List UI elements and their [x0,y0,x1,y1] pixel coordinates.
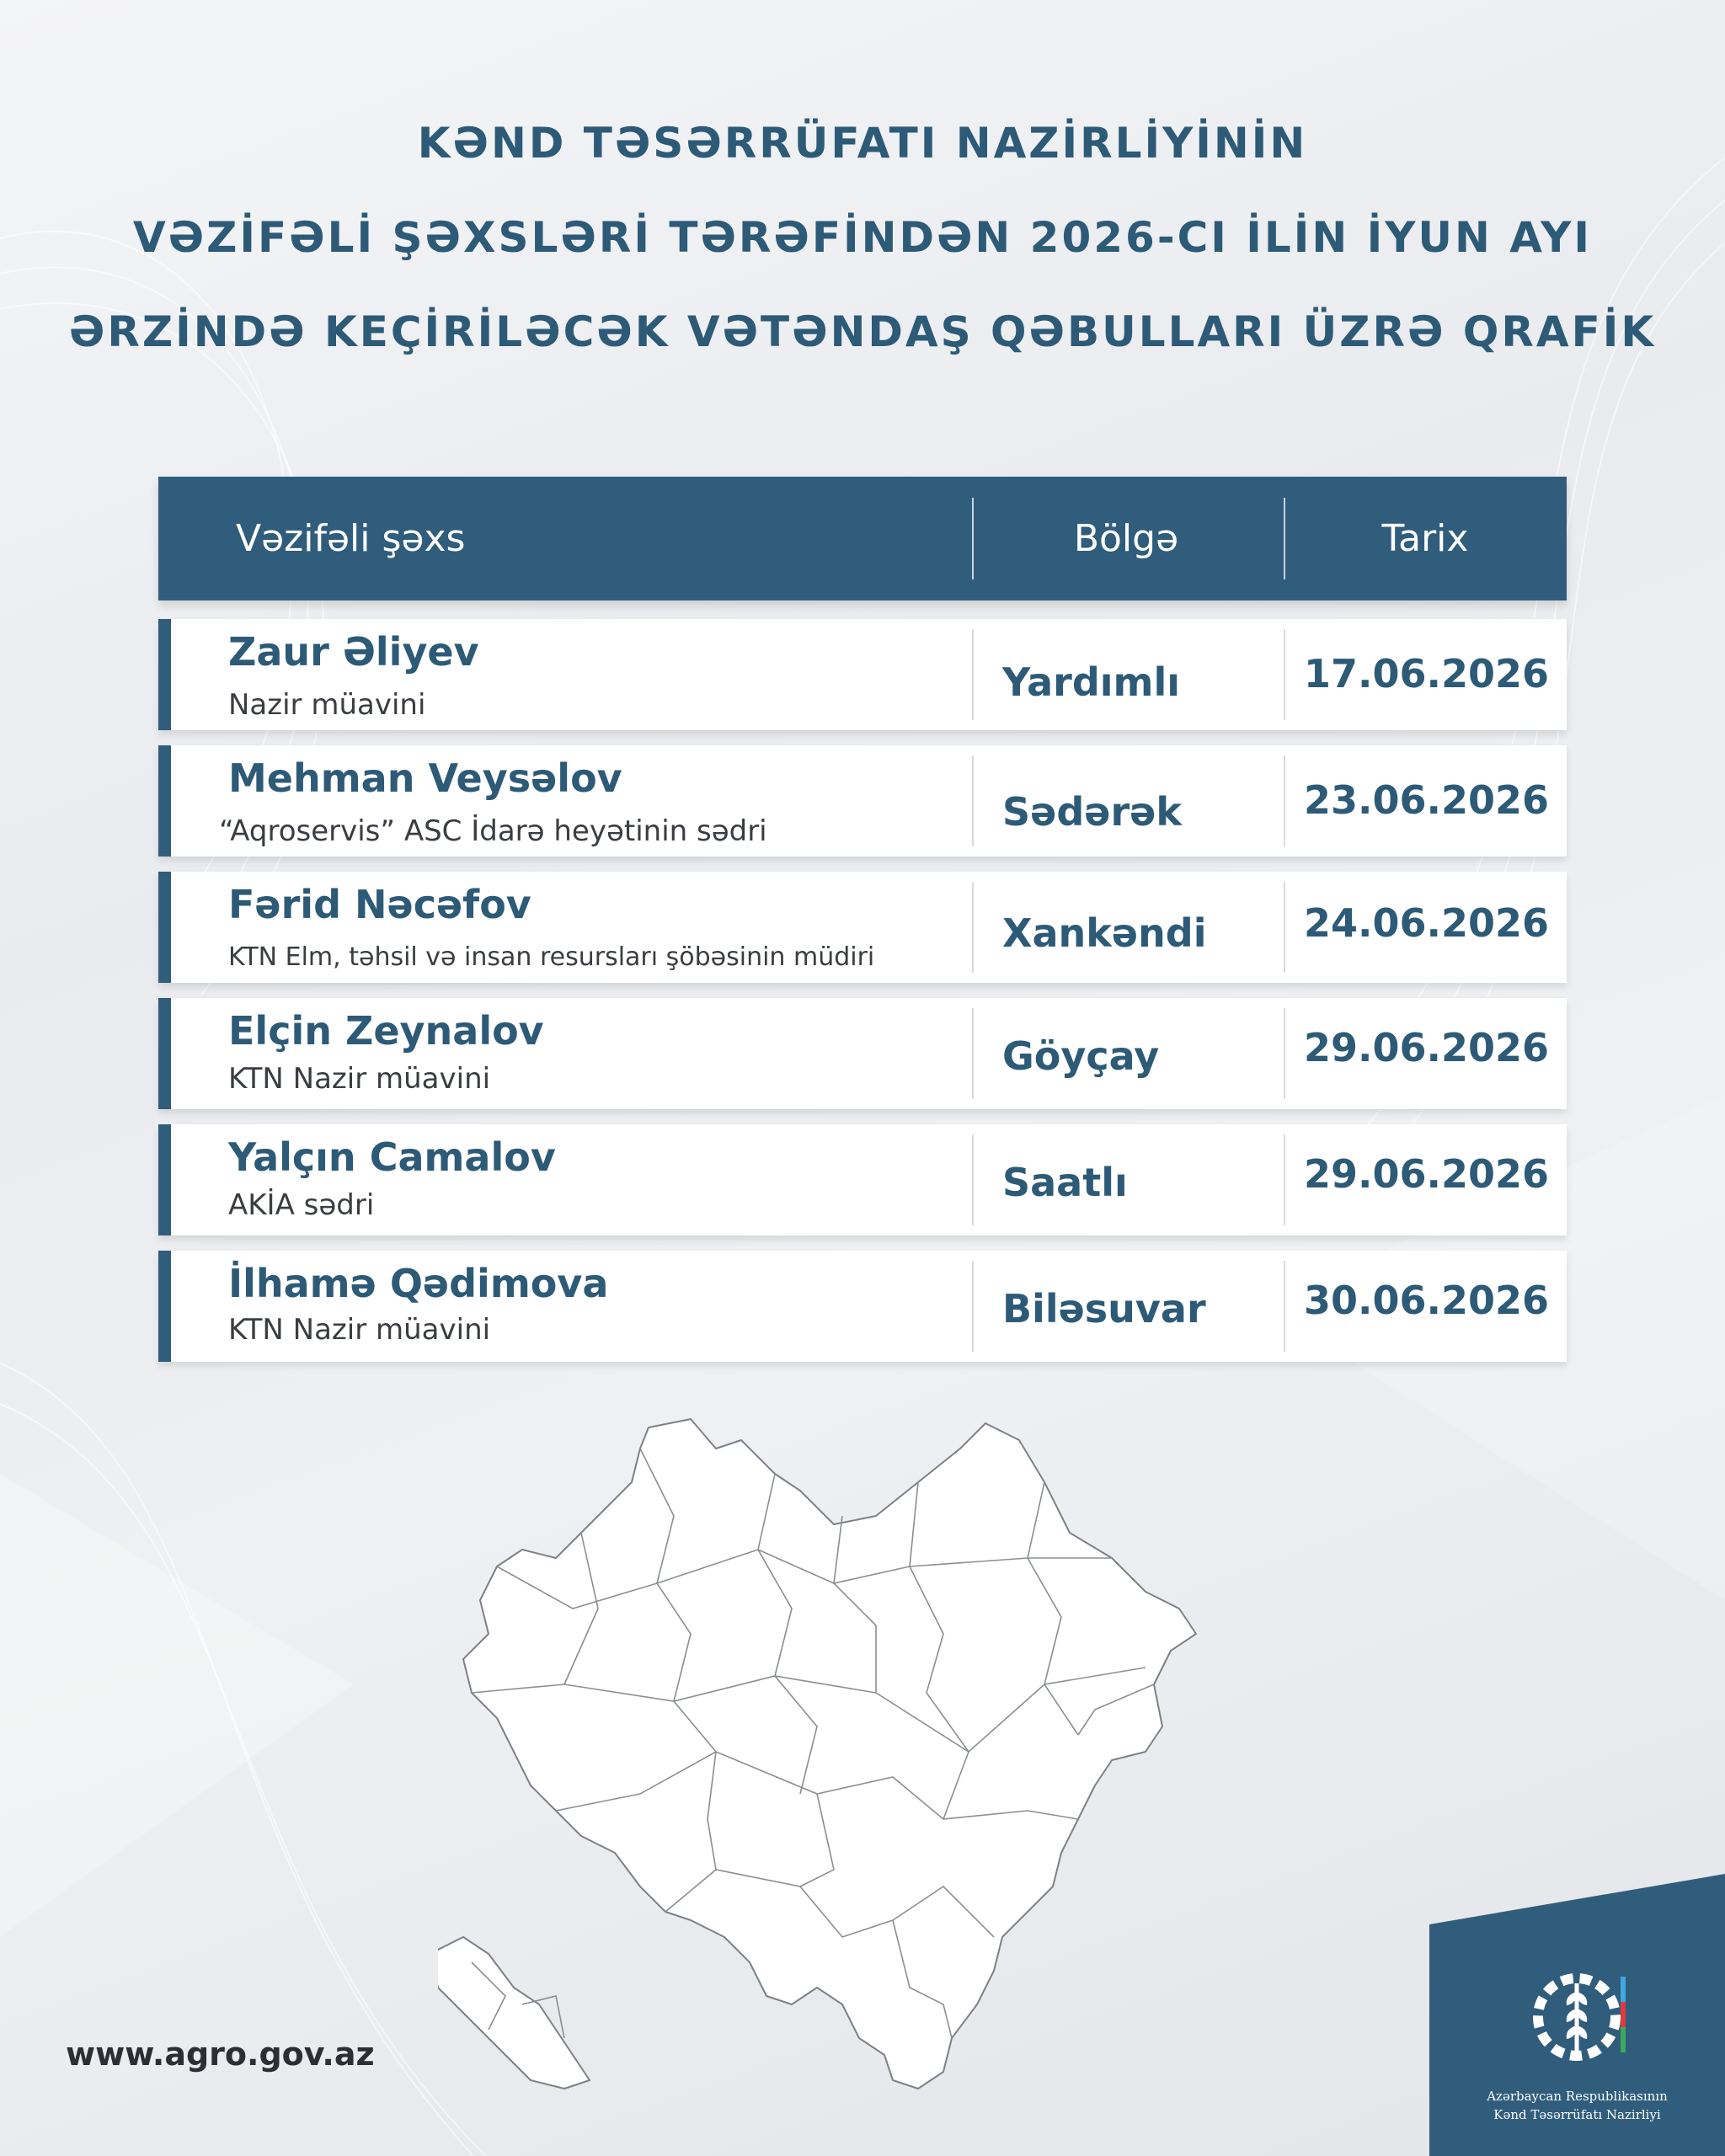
official-name: Yalçın Camalov [228,1134,556,1180]
official-name: Zaur Əliyev [228,629,479,675]
row-divider [972,882,974,973]
table-row [158,872,1567,983]
title-line-1: KƏND TƏSƏRRÜFATI NAZİRLİYİNİN [417,119,1308,168]
official-position: KTN Nazir müavini [228,1313,491,1347]
row-divider [1284,629,1285,720]
region: Göyçay [1002,1033,1160,1079]
official-position: AKİA sədri [228,1188,375,1222]
date: 23.06.2026 [1304,777,1550,823]
page-title [0,105,1725,388]
row-accent-bar [158,1251,171,1362]
region: Xankəndi [1002,910,1207,956]
row-divider [1284,1134,1285,1225]
table-header [158,477,1567,600]
date: 30.06.2026 [1304,1278,1550,1323]
logo-line-1: Azərbaycan Respublikasının [1487,2089,1668,2104]
official-position: KTN Elm, təhsil və insan resursları şöbəsinin müdiri [228,942,875,972]
official-name: Mehman Veysəlov [228,755,622,801]
row-divider [1284,1008,1285,1099]
region: Saatlı [1002,1160,1128,1205]
row-divider [972,629,974,720]
region: Yardımlı [1002,659,1180,705]
table-row [158,619,1567,730]
logo-line-2: Kənd Təsərrüfatı Nazirliyi [1493,2107,1661,2122]
row-accent-bar [158,872,171,983]
row-divider [1284,882,1285,973]
date: 17.06.2026 [1304,651,1550,696]
schedule-table [158,477,1567,1347]
row-divider [1284,1261,1285,1352]
official-name: Fərid Nəcəfov [228,882,531,927]
row-divider [972,755,974,846]
row-accent-bar [158,998,171,1109]
region: Sədərək [1002,789,1182,835]
header-official: Vəzifəli şəxs [236,517,466,560]
title-line-3: ƏRZİNDƏ KEÇİRİLƏCƏK VƏTƏNDAŞ QƏBULLARI ÜZRƏ QRAFİK [68,307,1657,356]
header-region: Bölgə [1073,517,1179,560]
row-accent-bar [158,1124,171,1235]
row-divider [972,1134,974,1225]
official-position: KTN Nazir müavini [228,1062,491,1096]
title-line-2: VƏZİFƏLİ ŞƏXSLƏRİ TƏRƏFİNDƏN 2026-CI İLİN İYUN AYI [132,213,1592,262]
official-name: Elçin Zeynalov [228,1008,544,1054]
logo-caption [1429,2087,1725,2124]
row-divider [1284,755,1285,846]
table-row [158,1251,1567,1362]
region: Biləsuvar [1002,1286,1206,1331]
row-accent-bar [158,619,171,730]
date: 29.06.2026 [1304,1151,1550,1197]
azerbaijan-map-icon [438,1415,1297,2105]
official-name: İlhamə Qədimova [228,1261,609,1306]
date: 24.06.2026 [1304,900,1550,946]
table-row [158,745,1567,857]
header-date: Tarix [1381,517,1469,560]
official-position: “Aqroservis” ASC İdarə heyətinin sədri [219,814,767,848]
date: 29.06.2026 [1304,1025,1550,1070]
row-divider [972,1261,974,1352]
website-link[interactable]: www.agro.gov.az [66,2036,375,2073]
row-divider [972,1008,974,1099]
row-accent-bar [158,745,171,857]
table-row [158,998,1567,1109]
official-position: Nazir müavini [228,688,426,722]
table-row [158,1124,1567,1235]
